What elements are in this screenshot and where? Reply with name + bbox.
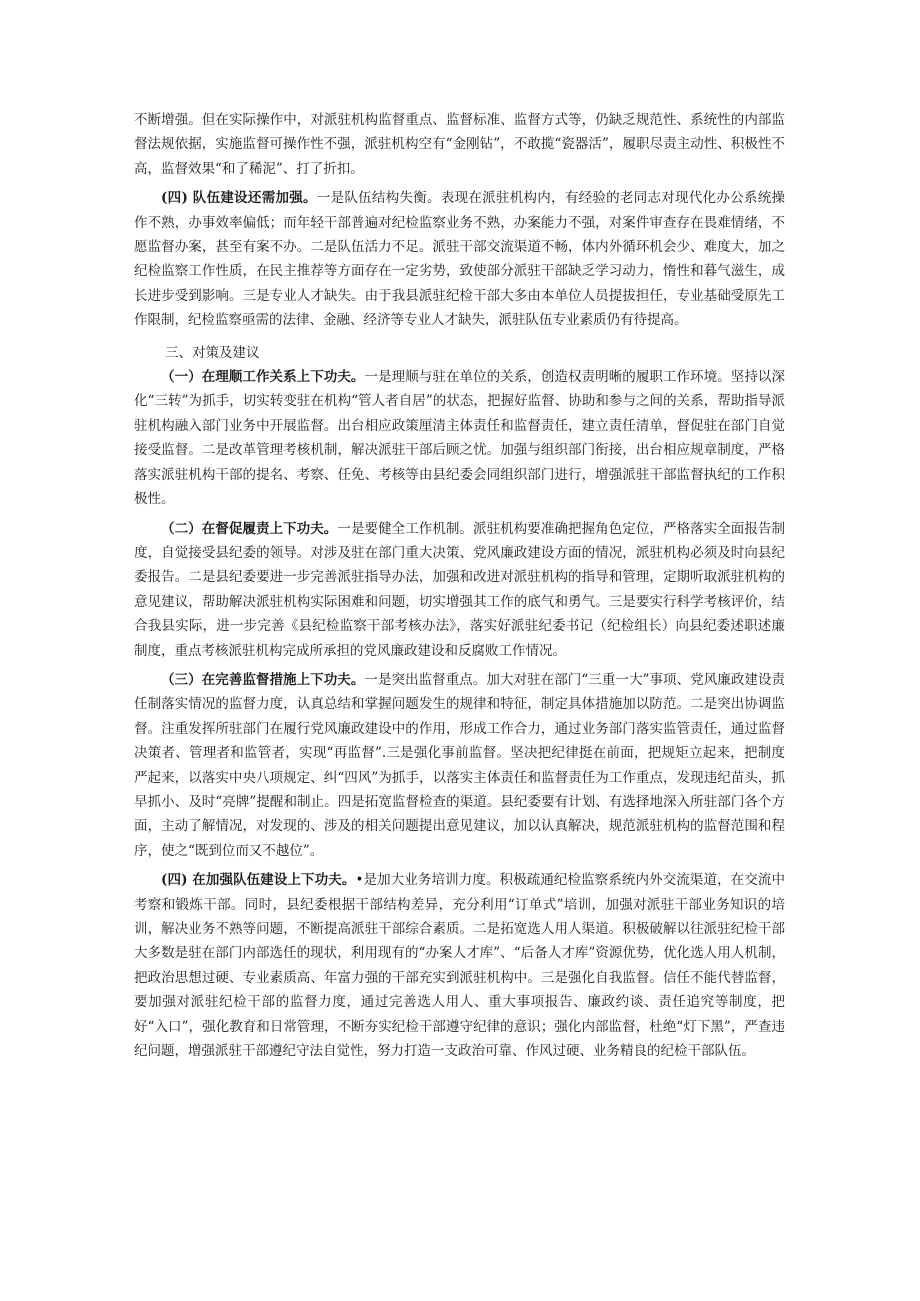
measure-paragraph-3: [134, 668, 785, 863]
measure-paragraph-4: [134, 868, 785, 1063]
paragraph-lead: (四) 队伍建设还需加强。: [161, 190, 317, 207]
measure-paragraph-1: [134, 365, 785, 511]
measure-lead: (四) 在加强队伍建设上下功夫。: [161, 872, 356, 889]
measure-text: •是加大业务培训力度。积极疏通纪检监察系统内外交流渠道，在交流中考察和锻炼干部。同时，县纪委根据干部结构差异，充分利用“订单式”培训，加强对派驻干部业务知识的培训，解决业务不熟等问题，不断提高派驻干部综合素质。二是拓宽选人用人渠道。积极破解以往派驻纪检干部大多数是驻在部门内部选任的现状，利用现有的“办案人才库”、“后备人才库”资源优势，优化选人用人机制，把政治思想过硬、专业素质高、年富力强的干部充实到派驻机构中。三是强化自我监督。信任不能代替监督，要加强对派驻纪检干部的监督力度，通过完善选人用人、重大事项报告、廉政约谈、责任追究等制度，把好“入口”，强化教育和日常管理，不断夯实纪检干部遵守纪律的意识；强化内部监督，杜绝“灯下黑”，严查违纪问题，增强派驻干部遵纪守法自觉性，努力打造一支政治可靠、作风过硬、业务精良的纪检干部队伍。: [134, 872, 785, 1060]
paragraph-text: 不断增强。但在实际操作中，对派驻机构监督重点、监督标准、监督方式等，仍缺乏规范性、系统性的内部监督法规依据，实施监督可操作性不强，派驻机构空有“金刚钻”，不敢揽“瓷器活”，履职尽责主动性、积极性不高，监督效果“和了稀泥”、打了折扣。: [134, 112, 785, 177]
measure-lead: （一）在理顺工作关系上下功夫。: [161, 369, 365, 386]
paragraph-team-building: [134, 186, 785, 332]
measure-lead: （二）在督促履责上下功夫。: [161, 520, 338, 537]
measure-text: 一是突出监督重点。加大对驻在部门“三重一大”事项、党风廉政建设责任制落实情况的监督力度，认真总结和掌握问题发生的规律和特征，制定具体措施加以防范。二是突出协调监督。注重发挥所驻部门在履行党风廉政建设中的作用，形成工作合力，通过业务部门落实监管责任，通过监督决策者、管理者和监管者，实现“再监督”.三是强化事前监督。坚决把纪律挺在前面，把规矩立起来，把制度严起来，以落实中央八项规定、纠“四风”为抓手，以落实主体责任和监督责任为工作重点，发现违纪苗头，抓早抓小、及时“亮牌”提醒和制止。四是拓宽监督检查的渠道。县纪委要有计划、有选择地深入所驻部门各个方面，主动了解情况，对发现的、涉及的相关问题提出意见建议，加以认真解决，规范派驻机构的监督范围和程序，使之“既到位而又不越位”。: [134, 671, 786, 859]
section-heading: 三、对策及建议: [165, 344, 260, 361]
paragraph-continuation: [134, 108, 785, 181]
measure-text: 一是理顺与驻在单位的关系，创造权责明晰的履职工作环境。坚持以深化“三转”为抓手，切实转变驻在机构“管人者自居”的状态，把握好监督、协助和参与之间的关系，帮助指导派驻机构融入部门业务中开展监督。出台相应政策厘清主体责任和监督责任，建立责任清单，督促驻在部门自觉接受监督。二是改革管理考核机制，解决派驻干部后顾之忧。加强与组织部门衔接，出台相应规章制度，严格落实派驻机构干部的提名、考察、任免、考核等由县纪委会同组织部门进行，增强派驻干部监督执纪的工作积极性。: [134, 369, 785, 508]
measure-lead: （三）在完善监督措施上下功夫。: [161, 671, 365, 688]
measure-paragraph-2: [134, 517, 785, 663]
measure-text: 一是要健全工作机制。派驻机构要准确把握角色定位，严格落实全面报告制度，自觉接受县纪委的领导。对涉及驻在部门重大决策、党风廉政建设方面的情况，派驻机构必须及时向县纪委报告。二是县纪委要进一步完善派驻指导办法，加强和改进对派驻机构的指导和管理，定期听取派驻机构的意见建议，帮助解决派驻机构实际困难和问题，切实增强其工作的底气和勇气。三是要实行科学考核评价，结合我县实际，进一步完善《县纪检监察干部考核办法》，落实好派驻纪委书记（纪检组长）向县纪委述职述廉制度，重点考核派驻机构完成所承担的党风廉政建设和反腐败工作情况。: [134, 520, 786, 659]
document-page: [134, 108, 785, 1063]
paragraph-text: 一是队伍结构失衡。表现在派驻机构内，有经验的老同志对现代化办公系统操作不熟，办事效率偏低；而年轻干部普遍对纪检监察业务不熟，办案能力不强，对案件审查存在畏难情绪，不愿监督办案，甚至有案不办。二是队伍活力不足。派驻干部交流渠道不畅，体内外循环机会少、难度大，加之纪检监察工作性质，在民主推荐等方面存在一定劣势，致使部分派驻干部缺乏学习动力，惰性和暮气滋生，成长进步受到影响。三是专业人才缺失。由于我县派驻纪检干部大多由本单位人员提拔担任，专业基础受原先工作限制，纪检监察亟需的法律、金融、经济等专业人才缺失，派驻队伍专业素质仍有待提高。: [134, 190, 785, 329]
